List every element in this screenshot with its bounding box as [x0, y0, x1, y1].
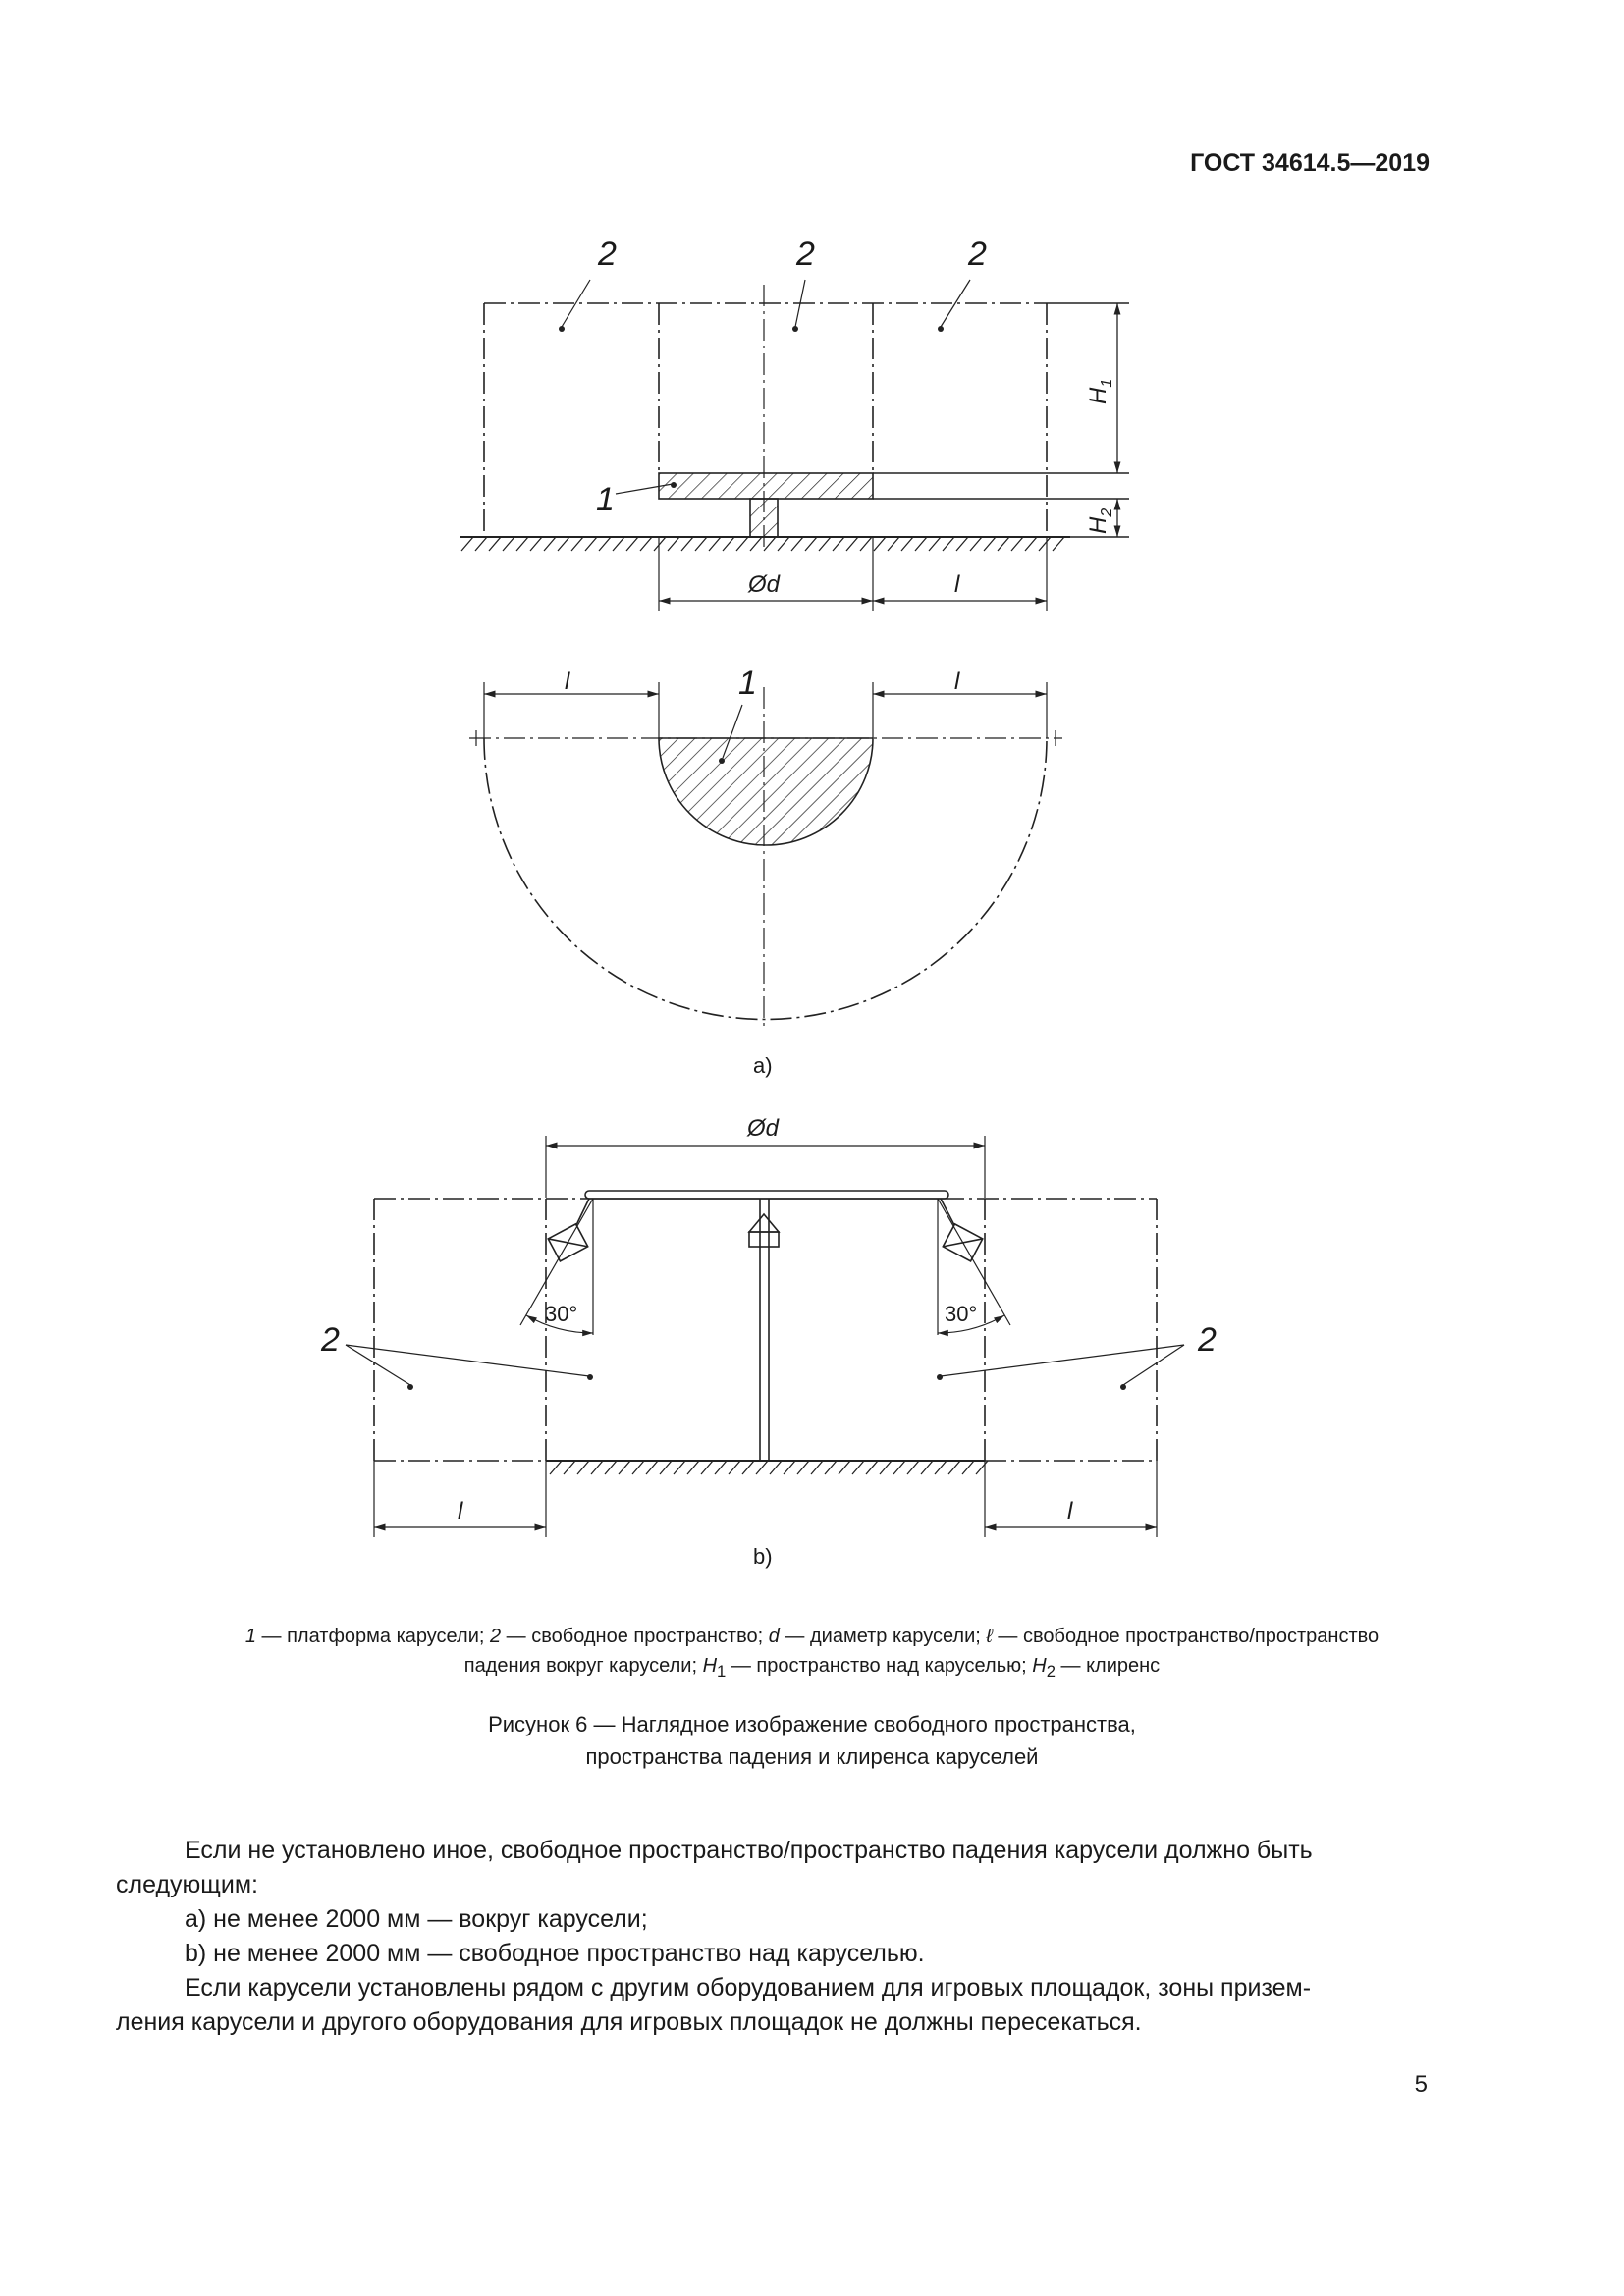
ground-hatch-tick: [901, 537, 913, 551]
ground-hatch-tick: [619, 1461, 630, 1474]
legend-text: — пространство над каруселью;: [726, 1655, 1033, 1677]
panel-a-plan-dot: [719, 758, 725, 764]
ground-hatch-tick: [797, 1461, 809, 1474]
ground-hatch-tick: [681, 537, 693, 551]
ground-hatch-tick: [742, 1461, 754, 1474]
ground-hatch-tick: [605, 1461, 617, 1474]
label-free-space: 2: [598, 236, 617, 273]
figure-legend: [118, 1622, 1506, 1686]
ground-hatch-tick: [893, 1461, 905, 1474]
ground-hatch-tick: [558, 537, 569, 551]
ground-hatch-tick: [888, 537, 899, 551]
ground-hatch-tick: [701, 1461, 713, 1474]
body-text: [116, 1834, 1432, 2040]
ground-hatch-tick: [599, 537, 611, 551]
panel-b-ground-hatch: [550, 1461, 988, 1474]
ground-hatch-tick: [846, 537, 858, 551]
ground-hatch-tick: [687, 1461, 699, 1474]
ground-hatch-tick: [998, 537, 1009, 551]
paragraph-cont: следующим:: [116, 1871, 258, 1898]
panel-a-plan-labels: [565, 665, 960, 1078]
ground-hatch-tick: [915, 537, 927, 551]
ground-hatch-tick: [475, 537, 487, 551]
ground-hatch-tick: [660, 1461, 672, 1474]
svg-text:H1: [1085, 379, 1115, 404]
legend-text: — диаметр карусели;: [779, 1626, 987, 1647]
page-number: 5: [1414, 2071, 1428, 2098]
ground-hatch-tick: [1039, 537, 1051, 551]
ground-hatch-tick: [943, 537, 954, 551]
ground-hatch-tick: [921, 1461, 933, 1474]
label-free-space: 2: [321, 1321, 340, 1359]
list-item: b) не менее 2000 мм — свободное пространство над каруселью.: [185, 1940, 925, 1967]
paragraph: Если карусели установлены рядом с другим оборудованием для игровых площадок, зоны призем-: [185, 1974, 1312, 2002]
ground-hatch-tick: [819, 537, 831, 551]
ground-hatch-tick: [695, 537, 707, 551]
ground-hatch-tick: [770, 1461, 782, 1474]
ground-hatch-tick: [866, 1461, 878, 1474]
ground-hatch-tick: [729, 1461, 740, 1474]
ground-hatch-tick: [550, 1461, 562, 1474]
ground-hatch-tick: [646, 1461, 658, 1474]
ground-hatch-tick: [948, 1461, 960, 1474]
label-l: l: [1067, 1498, 1073, 1524]
ground-hatch-tick: [976, 1461, 988, 1474]
ground-hatch-tick: [585, 537, 597, 551]
ground-hatch-tick: [880, 1461, 892, 1474]
legend-key: H: [1032, 1655, 1047, 1677]
label-free-space: 2: [1198, 1321, 1217, 1359]
ground-hatch-tick: [503, 537, 514, 551]
label-h2: H: [1085, 516, 1111, 534]
label-h1-sub: 1: [1099, 378, 1115, 388]
ground-hatch-tick: [632, 1461, 644, 1474]
panel-b-label: b): [753, 1544, 773, 1569]
ground-hatch-tick: [956, 537, 968, 551]
label-diameter: Ød: [748, 571, 781, 598]
ground-hatch-tick: [860, 537, 872, 551]
label-h1: H: [1085, 387, 1111, 404]
label-platform: 1: [596, 481, 615, 518]
panel-a-dots: [559, 326, 944, 488]
legend-key: d: [768, 1626, 780, 1647]
caption-line: Рисунок 6 — Наглядное изображение свободного пространства,: [488, 1712, 1136, 1736]
ground-hatch-tick: [805, 537, 817, 551]
ground-hatch-tick: [544, 537, 556, 551]
ground-hatch-tick: [833, 537, 844, 551]
ground-hatch-tick: [962, 1461, 974, 1474]
panel-b-dots: [407, 1374, 1126, 1390]
ground-hatch-tick: [874, 537, 886, 551]
ground-hatch-tick: [1053, 537, 1064, 551]
ground-hatch-tick: [654, 537, 666, 551]
ground-hatch-tick: [571, 537, 583, 551]
panel-a-label: a): [753, 1053, 773, 1078]
ground-hatch-tick: [489, 537, 501, 551]
label-platform: 1: [738, 665, 757, 702]
ground-hatch-tick: [516, 537, 528, 551]
label-l: l: [458, 1498, 463, 1524]
legend-key: 2: [489, 1626, 502, 1647]
ground-hatch-tick: [970, 537, 982, 551]
ground-hatch-tick: [784, 1461, 795, 1474]
ground-hatch-tick: [811, 1461, 823, 1474]
legend-text: — свободное пространство/пространство: [992, 1626, 1380, 1647]
figure-caption: [118, 1708, 1506, 1773]
label-angle-right: 30°: [945, 1302, 978, 1326]
legend-text: падения вокруг карусели;: [463, 1655, 703, 1677]
label-l: l: [565, 668, 570, 695]
label-free-space: 2: [796, 236, 815, 273]
ground-hatch-tick: [723, 537, 734, 551]
legend-key: ℓ: [986, 1626, 993, 1647]
paragraph-cont: ления карусели и другого оборудования для игровых площадок не должны пересекаться.: [116, 2008, 1142, 2036]
ground-hatch-tick: [715, 1461, 727, 1474]
document-header: ГОСТ 34614.5—2019: [1190, 149, 1430, 177]
label-h2-sub: 2: [1099, 507, 1115, 517]
ground-hatch-tick: [935, 1461, 947, 1474]
ground-hatch-tick: [674, 1461, 685, 1474]
ground-hatch-tick: [591, 1461, 603, 1474]
ground-hatch-tick: [736, 537, 748, 551]
label-l: l: [954, 668, 960, 695]
panel-a-ground-hatch: [461, 537, 1064, 551]
ground-hatch-tick: [640, 537, 652, 551]
legend-key: 1: [244, 1626, 256, 1647]
ground-hatch-tick: [564, 1461, 575, 1474]
ground-hatch-tick: [907, 1461, 919, 1474]
ground-hatch-tick: [1025, 537, 1037, 551]
ground-hatch-tick: [825, 1461, 837, 1474]
panel-b-drawing: [346, 1136, 1184, 1537]
paragraph: Если не установлено иное, свободное пространство/пространство падения карусели должно быть: [185, 1837, 1313, 1864]
ground-hatch-tick: [668, 537, 679, 551]
svg-text:H2: [1085, 508, 1115, 534]
caption-line: пространства падения и клиренса каруселей: [585, 1744, 1039, 1769]
legend-sub: 1: [717, 1662, 727, 1681]
ground-hatch-tick: [530, 537, 542, 551]
ground-hatch-tick: [852, 1461, 864, 1474]
ground-hatch-tick: [461, 537, 473, 551]
ground-hatch-tick: [1011, 537, 1023, 551]
panel-a-plan: [469, 682, 1062, 1026]
ground-hatch-tick: [709, 537, 721, 551]
ground-hatch-tick: [577, 1461, 589, 1474]
ground-hatch-tick: [626, 537, 638, 551]
legend-text: — свободное пространство;: [501, 1626, 769, 1647]
ground-hatch-tick: [756, 1461, 768, 1474]
ground-hatch-tick: [929, 537, 941, 551]
legend-key: H: [702, 1655, 718, 1677]
list-item: a) не менее 2000 мм — вокруг карусели;: [185, 1905, 648, 1933]
ground-hatch-tick: [778, 537, 789, 551]
ground-hatch-tick: [613, 537, 624, 551]
ground-hatch-tick: [984, 537, 996, 551]
label-l: l: [954, 571, 960, 598]
label-angle-left: 30°: [545, 1302, 578, 1326]
legend-sub: 2: [1046, 1662, 1056, 1681]
ground-hatch-tick: [839, 1461, 850, 1474]
ground-hatch-tick: [791, 537, 803, 551]
legend-text: — платформа карусели;: [255, 1626, 490, 1647]
ground-hatch-tick: [764, 537, 776, 551]
ground-hatch-tick: [750, 537, 762, 551]
legend-text: — клиренс: [1055, 1655, 1161, 1677]
label-free-space: 2: [968, 236, 987, 273]
label-diameter: Ød: [747, 1115, 780, 1142]
